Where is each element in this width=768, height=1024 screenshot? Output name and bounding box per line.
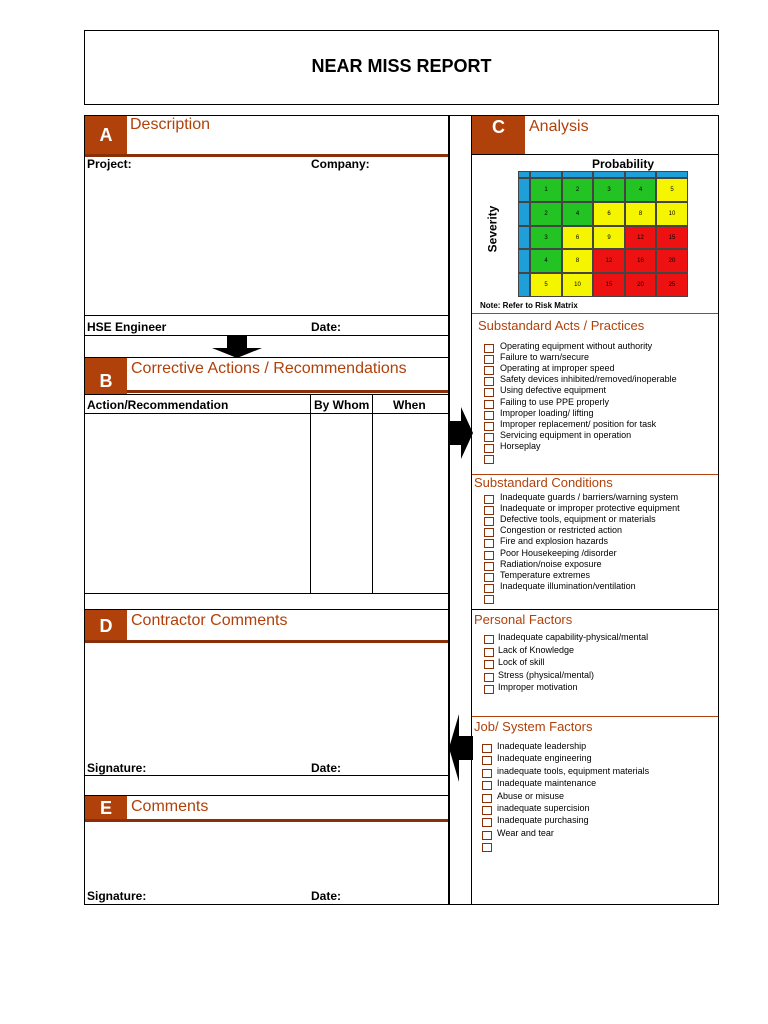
checklist-item-label: Inadequate capability-physical/mental [498,632,649,642]
arrow-right-icon [449,405,473,461]
divider [472,154,718,155]
col-by-header: By Whom [314,398,370,412]
checklist-item-label: Failure to warn/secure [500,352,590,363]
severity-header-cell [518,178,530,202]
checklist-item-label: Inadequate purchasing [497,815,589,826]
checkbox[interactable] [482,769,492,778]
checkbox[interactable] [482,806,492,815]
checkbox[interactable] [484,495,494,504]
section-b-letter: B [85,358,127,394]
checkbox[interactable] [484,584,494,593]
matrix-note: Note: Refer to Risk Matrix [480,301,578,310]
checkbox[interactable] [484,673,494,682]
checklist-item-label: Inadequate illumination/ventilation [500,580,636,591]
signature-label: Signature: [87,889,147,903]
probability-header-cell [625,171,656,178]
checkbox[interactable] [482,794,492,803]
checkbox[interactable] [482,744,492,753]
date-label: Date: [311,889,342,903]
divider [85,795,448,796]
divider [85,335,448,336]
checklist-item-label: inadequate supercision [497,803,590,813]
checklist-item-label: Inadequate or improper protective equipment [500,503,680,514]
probability-header-cell [562,171,593,178]
checkbox[interactable] [482,756,492,765]
risk-cell: 16 [625,249,656,273]
probability-header-cell [656,171,688,178]
section-c-title: Analysis [529,118,589,135]
checkbox[interactable] [484,517,494,526]
section-c-letter: C [472,116,525,154]
hse-engineer-label: HSE Engineer [87,320,167,334]
checklist-item-label: Operating at improper speed [500,363,615,374]
checkbox[interactable] [484,635,494,644]
checkbox[interactable] [484,595,494,604]
checkbox[interactable] [484,506,494,515]
comments-area[interactable] [85,823,448,883]
checklist-item-label: Poor Housekeeping /disorder [500,547,617,558]
date-label: Date: [311,320,342,334]
checkbox[interactable] [484,377,494,386]
divider [85,775,448,776]
probability-label: Probability [592,157,655,171]
col-when-header: When [393,398,426,412]
checklist-item-label: Lock of skill [498,657,545,668]
divider [85,357,448,358]
risk-cell: 15 [656,226,688,249]
checkbox[interactable] [482,781,492,790]
subsection-rule [472,313,718,314]
checklist-item-label: Congestion or restricted action [500,525,623,536]
checkbox[interactable] [484,528,494,537]
severity-header-cell [518,249,530,273]
severity-header-cell [518,273,530,297]
risk-cell: 12 [593,249,625,273]
risk-cell: 25 [656,273,688,297]
divider [85,315,448,316]
col-action-header: Action/Recommendation [87,398,229,412]
checklist-item-label: Wear and tear [497,827,554,838]
checklist-item-label: Inadequate leadership [497,741,587,751]
project-label: Project: [87,157,132,171]
probability-header-cell [593,171,625,178]
section-b-title: Corrective Actions / Recommendations [131,360,407,377]
risk-cell: 20 [656,249,688,273]
checklist-item-label: Inadequate engineering [497,753,592,764]
section-a-title: Description [130,116,211,133]
section-d-title: Contractor Comments [131,612,288,629]
section-e-letter: E [85,796,127,820]
section-a-rule [85,154,448,157]
severity-header-cell [518,202,530,226]
severity-label: Severity [485,205,500,253]
risk-cell: 15 [593,273,625,297]
risk-cell: 4 [530,249,562,273]
checkbox[interactable] [484,648,494,657]
checkbox[interactable] [484,660,494,669]
actions-area[interactable] [85,414,448,592]
checkbox[interactable] [482,831,492,840]
risk-cell: 5 [656,178,688,202]
checkbox[interactable] [484,355,494,364]
checklist-item-label: Servicing equipment in operation [500,429,632,440]
risk-cell: 10 [656,202,688,226]
checklist-item-label: Horseplay [500,440,541,451]
contractor-comments-area[interactable] [85,644,448,756]
checklist-item-label: Radiation/noise exposure [500,558,602,569]
checklist-item-label: Improper loading/ lifting [500,407,594,418]
risk-cell: 1 [530,178,562,202]
job-title: Job/ System Factors [474,719,593,734]
checklist-item-label: Improper motivation [498,682,578,693]
date-label: Date: [311,761,342,775]
checkbox[interactable] [484,685,494,694]
divider [85,609,448,610]
checkbox[interactable] [484,422,494,431]
checklist-item-label: Failing to use PPE properly [500,396,610,407]
risk-cell: 6 [593,202,625,226]
risk-cell: 2 [530,202,562,226]
checkbox[interactable] [484,573,494,582]
checklist-item-label: Using defective equipment [500,385,607,396]
divider [85,593,448,594]
checkbox[interactable] [484,539,494,548]
checklist-item-label: Fire and explosion hazards [500,536,609,547]
personal-title: Personal Factors [474,612,573,627]
subsection-rule [472,716,718,717]
checklist-item-label: Temperature extremes [500,569,591,580]
risk-cell: 6 [562,226,593,249]
checklist-item-label: Improper replacement/ position for task [500,418,657,429]
risk-cell: 2 [562,178,593,202]
risk-cell: 20 [625,273,656,297]
checkbox[interactable] [484,366,494,375]
arrow-left-icon [449,712,473,784]
risk-cell: 12 [625,226,656,249]
checklist-item-label: Stress (physical/mental) [498,669,595,680]
checklist-item-label: Lack of Knowledge [498,644,575,655]
section-e-rule [85,819,448,822]
checkbox[interactable] [482,843,492,852]
section-b-rule [127,390,448,393]
section-d-letter: D [85,610,127,643]
risk-cell: 3 [530,226,562,249]
checklist-item-label: Defective tools, equipment or materials [500,514,656,525]
arrow-down-icon [210,336,264,358]
checkbox[interactable] [484,388,494,397]
checkbox[interactable] [484,344,494,353]
risk-cell: 9 [593,226,625,249]
checklist-item-label: Inadequate guards / barriers/warning system [500,492,679,502]
checkbox[interactable] [484,444,494,453]
checklist-item-label: Abuse or misuse [497,790,565,801]
signature-label: Signature: [87,761,147,775]
risk-cell: 3 [593,178,625,202]
checkbox[interactable] [484,455,494,464]
conditions-title: Substandard Conditions [474,475,613,490]
checklist-item-label: Operating equipment without authority [500,341,653,351]
probability-header-cell [530,171,562,178]
checklist-item-label: Safety devices inhibited/removed/inoperable [500,374,677,385]
divider [472,609,718,610]
matrix-corner [518,171,530,178]
company-label: Company: [311,157,370,171]
divider [85,394,448,395]
checklist-item-label: inadequate tools, equipment materials [497,765,650,776]
risk-cell: 8 [562,249,593,273]
section-a-letter: A [85,116,127,154]
description-area[interactable] [85,172,448,314]
risk-cell: 5 [530,273,562,297]
page-title: NEAR MISS REPORT [311,56,492,76]
risk-cell: 4 [625,178,656,202]
risk-cell: 4 [562,202,593,226]
risk-cell: 8 [625,202,656,226]
severity-header-cell [518,226,530,249]
checkbox[interactable] [484,562,494,571]
checkbox[interactable] [484,411,494,420]
checkbox[interactable] [484,400,494,409]
checklist-item-label: Inadequate maintenance [497,778,597,789]
checkbox[interactable] [484,551,494,560]
acts-title: Substandard Acts / Practices [478,318,645,333]
section-e-title: Comments [131,798,209,815]
checkbox[interactable] [482,818,492,827]
divider-column [449,115,472,905]
section-d-rule [85,640,448,643]
checkbox[interactable] [484,433,494,442]
risk-cell: 10 [562,273,593,297]
